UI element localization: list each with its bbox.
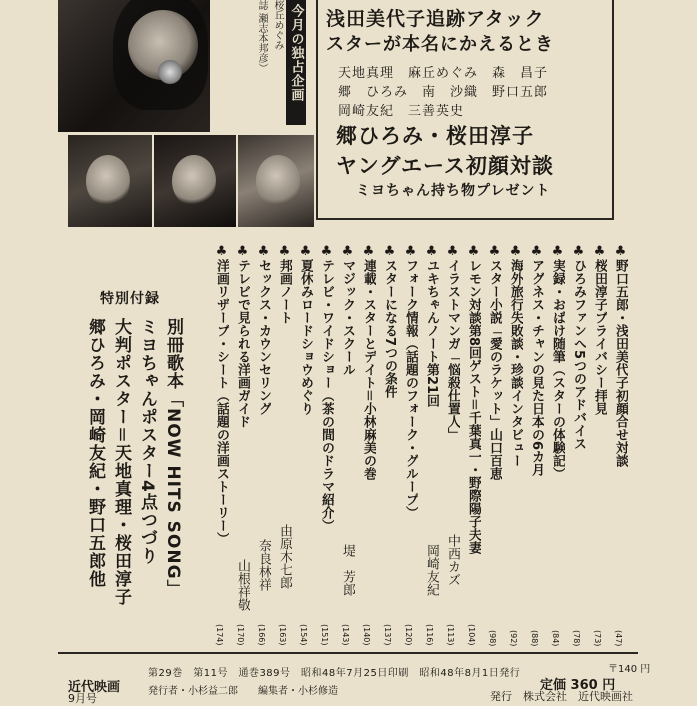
toc-item[interactable] <box>360 244 376 646</box>
feature-box <box>316 0 614 220</box>
toc-item[interactable] <box>591 244 607 646</box>
toc-item-page: (92) <box>509 629 518 646</box>
toc-item-author: 中西カズ <box>445 534 460 586</box>
toc-item-title: ♣野口五郎・浅田美代子初顔合せ対談 <box>613 244 628 467</box>
toc-item-title: ♣スター小説「愛のラケット」山口百恵 <box>487 244 502 480</box>
toc-item-page: (88) <box>530 629 539 646</box>
postage: 〒140 円 <box>608 664 651 675</box>
feature-title-5: ミヨちゃん持ち物プレゼント <box>356 183 551 199</box>
footer <box>60 656 651 705</box>
toc-item-page: (104) <box>467 624 476 646</box>
feature-names-1: 天地真理 麻丘めぐみ 森 昌子 <box>338 66 549 81</box>
photo-caption-line1: 桜丘めぐみ <box>272 0 283 50</box>
toc-item-page: (120) <box>404 624 413 646</box>
toc-item-title: ♣イラストマンガ「悩殺仕置人」 <box>445 244 460 441</box>
photo-caption-line2: 誌 瀬志本邦彦） <box>256 0 267 74</box>
idol-photo-3 <box>238 135 314 227</box>
feature-names-3: 岡崎友紀 三善英史 <box>338 104 465 119</box>
supplement-line: 大判ポスター＝天地真理・桜田淳子 <box>111 318 131 606</box>
feature-title-3: 郷ひろみ・桜田淳子 <box>336 124 534 148</box>
toc-item-title: ♣マジック・スクール <box>340 244 355 376</box>
toc-item-page: (113) <box>446 624 455 646</box>
special-supplement <box>80 272 196 644</box>
toc-item-author: 堤 芳郎 <box>340 544 355 596</box>
toc-item-title: ♣セックス・カウンセリング <box>256 244 271 415</box>
toc-item[interactable] <box>234 244 250 646</box>
toc-item-title: ♣海外旅行失敗談・珍談インタビュー <box>508 244 523 467</box>
toc-item-author: 由原木七郎 <box>277 524 292 589</box>
toc-item-title: ♣スターになる7つの条件 <box>382 244 397 399</box>
publisher-line: 発行者・小杉益二郎 編集者・小杉修造 <box>148 686 338 697</box>
issue-info: 第29巻 第11号 通巻389号 昭和48年7月25日印刷 昭和48年8月1日発行 <box>148 668 521 679</box>
toc-item-page: (163) <box>278 624 287 646</box>
idol-photo-2 <box>154 135 236 227</box>
toc-item-title: ♣テレビで見られる洋画ガイド <box>235 244 250 428</box>
toc-item-page: (154) <box>299 624 308 646</box>
publisher: 発行 株式会社 近代映画社 <box>490 690 633 703</box>
toc-item[interactable] <box>255 244 271 646</box>
toc-item-page: (170) <box>236 624 245 646</box>
toc-item-title: ♣レモン対談第8回ゲスト＝千葉真一・野際陽子夫妻 <box>466 244 481 555</box>
toc-item[interactable] <box>213 244 229 646</box>
toc-item-title: ♣ひろみファンへ5つのアドバイス <box>571 244 586 451</box>
toc-item-page: (137) <box>383 624 392 646</box>
toc-item-page: (78) <box>572 629 581 646</box>
toc-item-title: ♣夏休みロードショウめぐり <box>298 244 313 415</box>
toc-item[interactable] <box>423 244 439 646</box>
exclusive-feature-band: 今月の独占企画 <box>286 0 306 125</box>
toc-item-author: 奈良林祥 <box>256 539 271 591</box>
toc-item-page: (143) <box>341 624 350 646</box>
toc-item[interactable] <box>276 244 292 646</box>
supplement-line: 郷ひろみ・岡崎友紀・野口五郎他 <box>85 318 105 588</box>
toc-item-page: (151) <box>320 624 329 646</box>
toc-item[interactable] <box>402 244 418 646</box>
footer-divider <box>58 652 638 654</box>
toc-item-title: ♣連載・スターとデイト＝小林麻美の巻 <box>361 244 376 481</box>
toc-item-title: ♣邦画ノート <box>277 244 292 324</box>
toc-item[interactable] <box>528 244 544 646</box>
toc-item-page: (47) <box>614 629 623 646</box>
feature-names-2: 郷 ひろみ 南 沙織 野口五郎 <box>338 85 549 100</box>
supplement-title: 特別付録 <box>100 291 160 307</box>
toc-item[interactable] <box>570 244 586 646</box>
toc-item[interactable] <box>486 244 502 646</box>
toc-item-page: (166) <box>257 624 266 646</box>
toc-item-title: ♣アグネス・チャンの見た日本の6カ月 <box>529 244 544 477</box>
idol-photo-1 <box>68 135 152 227</box>
toc-item-page: (84) <box>551 629 560 646</box>
price: 定価 360 円 <box>540 678 616 693</box>
toc-item[interactable] <box>549 244 565 646</box>
toc-item-author: 岡崎友紀 <box>424 544 439 596</box>
toc-item-title: ♣テレビ・ワイドショー（茶の間のドラマ紹介） <box>319 244 334 532</box>
toc-item-title: ♣実録・おばけ随筆（スターの体験記） <box>550 244 565 480</box>
supplement-line: ミヨちゃんポスター4点つづり <box>137 318 157 565</box>
table-of-contents <box>198 244 628 646</box>
toc-item-title: ♣フォーク情報（話題のフォーク・グループ） <box>403 244 418 519</box>
microphone-icon <box>158 60 182 84</box>
toc-item[interactable] <box>612 244 628 646</box>
toc-item[interactable] <box>339 244 355 646</box>
magazine-name: 近代映画 <box>68 680 121 695</box>
issue-month: 9月号 <box>68 692 97 705</box>
toc-item-page: (116) <box>425 624 434 646</box>
feature-title-4: ヤングエース初顔対談 <box>336 154 554 178</box>
photo-caption <box>210 0 290 105</box>
feature-title-1: 浅田美代子追跡アタック <box>326 8 545 30</box>
toc-item-page: (98) <box>488 629 497 646</box>
toc-item[interactable] <box>444 244 460 646</box>
toc-item-author: 山根祥敬 <box>235 559 250 611</box>
toc-item[interactable] <box>381 244 397 646</box>
toc-item[interactable] <box>318 244 334 646</box>
toc-item-page: (140) <box>362 624 371 646</box>
toc-item[interactable] <box>465 244 481 646</box>
toc-item-title: ♣ユキちゃんノート第21回 <box>424 244 439 408</box>
toc-item-page: (73) <box>593 629 602 646</box>
toc-item-title: ♣桜田淳子ブライバシー拝見 <box>592 244 607 415</box>
supplement-line: 別冊歌本「NOW HITS SONG」 <box>163 318 183 598</box>
toc-item-title: ♣洋画リザーブ・シート（話題の洋画ストーリー） <box>214 244 229 545</box>
toc-item[interactable] <box>297 244 313 646</box>
feature-title-2: スターが本名にかえるとき <box>326 34 554 55</box>
singer-photo <box>58 0 210 132</box>
toc-item[interactable] <box>507 244 523 646</box>
toc-item-page: (174) <box>215 624 224 646</box>
